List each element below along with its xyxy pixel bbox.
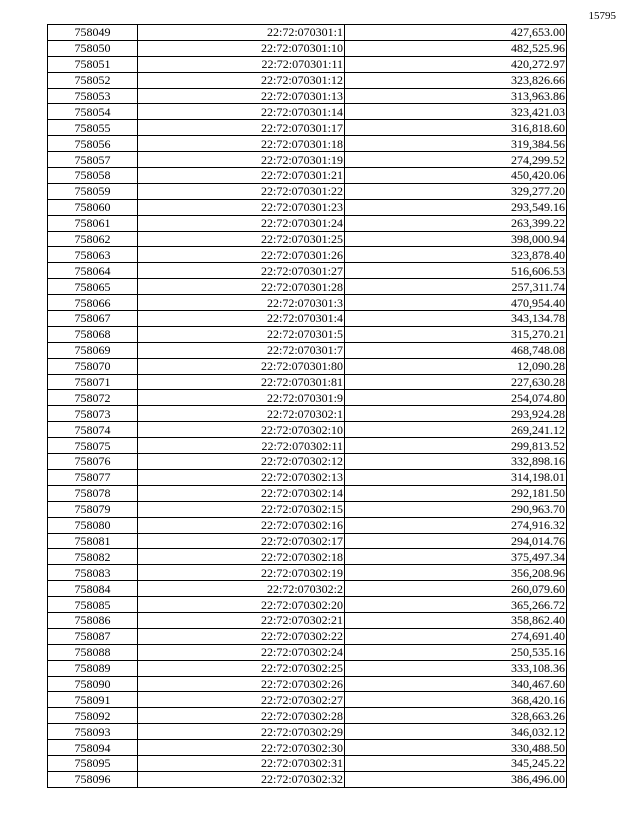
table-row: [48, 724, 567, 740]
cadastral-number-cell: 22:72:070302:10: [138, 422, 345, 438]
cadastral-number-cell: 22:72:070301:11: [138, 56, 345, 72]
value-cell: 346,032.12: [345, 724, 567, 740]
value-cell: 274,299.52: [345, 152, 567, 168]
record-id-cell: 758081: [48, 533, 138, 549]
cadastral-number-cell: 22:72:070301:10: [138, 40, 345, 56]
record-id-cell: 758072: [48, 390, 138, 406]
table-row: [48, 104, 567, 120]
record-id-cell: 758068: [48, 326, 138, 342]
value-cell: 316,818.60: [345, 120, 567, 136]
cadastral-number-cell: 22:72:070302:28: [138, 708, 345, 724]
record-id-cell: 758092: [48, 708, 138, 724]
cadastral-number-cell: 22:72:070302:27: [138, 692, 345, 708]
record-id-cell: 758051: [48, 56, 138, 72]
value-cell: 368,420.16: [345, 692, 567, 708]
value-cell: 468,748.08: [345, 342, 567, 358]
record-id-cell: 758086: [48, 612, 138, 628]
table-row: [48, 628, 567, 644]
record-id-cell: 758085: [48, 597, 138, 613]
cadastral-number-cell: 22:72:070301:26: [138, 247, 345, 263]
table-row: [48, 199, 567, 215]
cadastral-number-cell: 22:72:070302:12: [138, 454, 345, 470]
table-row: [48, 152, 567, 168]
table-row: [48, 581, 567, 597]
cadastral-number-cell: 22:72:070302:29: [138, 724, 345, 740]
value-cell: 263,399.22: [345, 215, 567, 231]
value-cell: 427,653.00: [345, 25, 567, 41]
value-cell: 365,266.72: [345, 597, 567, 613]
page-number: 15795: [588, 10, 616, 22]
table-row: [48, 72, 567, 88]
value-cell: 470,954.40: [345, 295, 567, 311]
record-id-cell: 758063: [48, 247, 138, 263]
table-row: [48, 358, 567, 374]
table-row: [48, 438, 567, 454]
cadastral-number-cell: 22:72:070301:80: [138, 358, 345, 374]
table-row: [48, 374, 567, 390]
cadastral-number-cell: 22:72:070302:19: [138, 565, 345, 581]
record-id-cell: 758095: [48, 755, 138, 771]
table-row: [48, 136, 567, 152]
cadastral-number-cell: 22:72:070302:31: [138, 755, 345, 771]
value-cell: 358,862.40: [345, 612, 567, 628]
record-id-cell: 758061: [48, 215, 138, 231]
record-id-cell: 758067: [48, 311, 138, 327]
record-id-cell: 758049: [48, 25, 138, 41]
value-cell: 257,311.74: [345, 279, 567, 295]
cadastral-number-cell: 22:72:070301:5: [138, 326, 345, 342]
record-id-cell: 758064: [48, 263, 138, 279]
value-cell: 343,134.78: [345, 311, 567, 327]
cadastral-number-cell: 22:72:070301:12: [138, 72, 345, 88]
table-row: [48, 708, 567, 724]
table-row: [48, 485, 567, 501]
cadastral-number-cell: 22:72:070301:9: [138, 390, 345, 406]
table-row: [48, 771, 567, 787]
cadastral-number-cell: 22:72:070302:14: [138, 485, 345, 501]
record-id-cell: 758089: [48, 660, 138, 676]
value-cell: 329,277.20: [345, 183, 567, 199]
table-row: [48, 88, 567, 104]
value-cell: 450,420.06: [345, 168, 567, 184]
table-row: [48, 612, 567, 628]
value-cell: 12,090.28: [345, 358, 567, 374]
value-cell: 516,606.53: [345, 263, 567, 279]
record-id-cell: 758088: [48, 644, 138, 660]
cadastral-number-cell: 22:72:070301:13: [138, 88, 345, 104]
record-id-cell: 758096: [48, 771, 138, 787]
table-row: [48, 390, 567, 406]
cadastral-number-cell: 22:72:070301:19: [138, 152, 345, 168]
value-cell: 319,384.56: [345, 136, 567, 152]
record-id-cell: 758060: [48, 199, 138, 215]
cadastral-number-cell: 22:72:070301:17: [138, 120, 345, 136]
table-row: [48, 469, 567, 485]
cadastral-number-cell: 22:72:070301:22: [138, 183, 345, 199]
table-row: [48, 247, 567, 263]
value-cell: 313,963.86: [345, 88, 567, 104]
value-cell: 340,467.60: [345, 676, 567, 692]
record-id-cell: 758080: [48, 517, 138, 533]
value-cell: 274,691.40: [345, 628, 567, 644]
record-id-cell: 758090: [48, 676, 138, 692]
table-row: [48, 755, 567, 771]
record-id-cell: 758053: [48, 88, 138, 104]
record-id-cell: 758077: [48, 469, 138, 485]
cadastral-number-cell: 22:72:070302:26: [138, 676, 345, 692]
value-cell: 482,525.96: [345, 40, 567, 56]
value-cell: 269,241.12: [345, 422, 567, 438]
table-row: [48, 40, 567, 56]
value-cell: 299,813.52: [345, 438, 567, 454]
value-cell: 330,488.50: [345, 740, 567, 756]
table-row: [48, 279, 567, 295]
table-row: [48, 422, 567, 438]
record-id-cell: 758058: [48, 168, 138, 184]
table-row: [48, 120, 567, 136]
value-cell: 290,963.70: [345, 501, 567, 517]
cadastral-number-cell: 22:72:070301:27: [138, 263, 345, 279]
value-cell: 323,421.03: [345, 104, 567, 120]
value-cell: 315,270.21: [345, 326, 567, 342]
record-id-cell: 758091: [48, 692, 138, 708]
record-id-cell: 758076: [48, 454, 138, 470]
cadastral-number-cell: 22:72:070302:20: [138, 597, 345, 613]
cadastral-number-cell: 22:72:070301:28: [138, 279, 345, 295]
record-id-cell: 758050: [48, 40, 138, 56]
table-row: [48, 597, 567, 613]
value-cell: 386,496.00: [345, 771, 567, 787]
table-row: [48, 406, 567, 422]
value-cell: 420,272.97: [345, 56, 567, 72]
table-row: [48, 660, 567, 676]
table-row: [48, 501, 567, 517]
cadastral-number-cell: 22:72:070302:25: [138, 660, 345, 676]
value-cell: 314,198.01: [345, 469, 567, 485]
value-cell: 332,898.16: [345, 454, 567, 470]
record-id-cell: 758057: [48, 152, 138, 168]
cadastral-number-cell: 22:72:070301:81: [138, 374, 345, 390]
table-row: [48, 565, 567, 581]
value-cell: 323,878.40: [345, 247, 567, 263]
cadastral-number-cell: 22:72:070301:14: [138, 104, 345, 120]
table-row: [48, 692, 567, 708]
table-row: [48, 25, 567, 41]
cadastral-number-cell: 22:72:070302:17: [138, 533, 345, 549]
table-body: [48, 25, 567, 788]
table-row: [48, 454, 567, 470]
value-cell: 274,916.32: [345, 517, 567, 533]
value-cell: 345,245.22: [345, 755, 567, 771]
table-row: [48, 644, 567, 660]
cadastral-number-cell: 22:72:070301:21: [138, 168, 345, 184]
value-cell: 323,826.66: [345, 72, 567, 88]
cadastral-number-cell: 22:72:070302:24: [138, 644, 345, 660]
cadastral-number-cell: 22:72:070301:25: [138, 231, 345, 247]
cadastral-number-cell: 22:72:070302:16: [138, 517, 345, 533]
record-id-cell: 758093: [48, 724, 138, 740]
table-row: [48, 231, 567, 247]
cadastral-number-cell: 22:72:070302:30: [138, 740, 345, 756]
cadastral-number-cell: 22:72:070302:15: [138, 501, 345, 517]
record-id-cell: 758094: [48, 740, 138, 756]
record-id-cell: 758078: [48, 485, 138, 501]
record-id-cell: 758083: [48, 565, 138, 581]
record-id-cell: 758075: [48, 438, 138, 454]
cadastral-number-cell: 22:72:070302:1: [138, 406, 345, 422]
cadastral-number-cell: 22:72:070301:1: [138, 25, 345, 41]
cadastral-number-cell: 22:72:070301:24: [138, 215, 345, 231]
record-id-cell: 758087: [48, 628, 138, 644]
cadastral-number-cell: 22:72:070301:7: [138, 342, 345, 358]
cadastral-number-cell: 22:72:070302:2: [138, 581, 345, 597]
table-row: [48, 517, 567, 533]
record-id-cell: 758069: [48, 342, 138, 358]
cadastral-number-cell: 22:72:070302:11: [138, 438, 345, 454]
cadastral-number-cell: 22:72:070302:21: [138, 612, 345, 628]
cadastral-number-cell: 22:72:070302:13: [138, 469, 345, 485]
value-cell: 260,079.60: [345, 581, 567, 597]
value-cell: 356,208.96: [345, 565, 567, 581]
cadastral-number-cell: 22:72:070302:22: [138, 628, 345, 644]
record-id-cell: 758073: [48, 406, 138, 422]
table-row: [48, 168, 567, 184]
table-row: [48, 326, 567, 342]
data-table-container: [47, 24, 566, 788]
table-row: [48, 56, 567, 72]
value-cell: 398,000.94: [345, 231, 567, 247]
record-id-cell: 758056: [48, 136, 138, 152]
value-cell: 328,663.26: [345, 708, 567, 724]
table-row: [48, 676, 567, 692]
value-cell: 293,924.28: [345, 406, 567, 422]
table-row: [48, 533, 567, 549]
table-row: [48, 342, 567, 358]
cadastral-number-cell: 22:72:070302:18: [138, 549, 345, 565]
table-row: [48, 183, 567, 199]
cadastral-number-cell: 22:72:070302:32: [138, 771, 345, 787]
value-cell: 375,497.34: [345, 549, 567, 565]
value-cell: 294,014.76: [345, 533, 567, 549]
record-id-cell: 758066: [48, 295, 138, 311]
value-cell: 292,181.50: [345, 485, 567, 501]
record-id-cell: 758062: [48, 231, 138, 247]
value-cell: 333,108.36: [345, 660, 567, 676]
data-table: [47, 24, 567, 788]
record-id-cell: 758071: [48, 374, 138, 390]
record-id-cell: 758054: [48, 104, 138, 120]
record-id-cell: 758079: [48, 501, 138, 517]
record-id-cell: 758082: [48, 549, 138, 565]
record-id-cell: 758070: [48, 358, 138, 374]
value-cell: 227,630.28: [345, 374, 567, 390]
cadastral-number-cell: 22:72:070301:23: [138, 199, 345, 215]
record-id-cell: 758074: [48, 422, 138, 438]
table-row: [48, 263, 567, 279]
cadastral-number-cell: 22:72:070301:18: [138, 136, 345, 152]
value-cell: 293,549.16: [345, 199, 567, 215]
cadastral-number-cell: 22:72:070301:4: [138, 311, 345, 327]
table-row: [48, 740, 567, 756]
value-cell: 250,535.16: [345, 644, 567, 660]
record-id-cell: 758055: [48, 120, 138, 136]
table-row: [48, 215, 567, 231]
table-row: [48, 311, 567, 327]
table-row: [48, 295, 567, 311]
value-cell: 254,074.80: [345, 390, 567, 406]
cadastral-number-cell: 22:72:070301:3: [138, 295, 345, 311]
record-id-cell: 758052: [48, 72, 138, 88]
record-id-cell: 758065: [48, 279, 138, 295]
table-row: [48, 549, 567, 565]
record-id-cell: 758059: [48, 183, 138, 199]
record-id-cell: 758084: [48, 581, 138, 597]
